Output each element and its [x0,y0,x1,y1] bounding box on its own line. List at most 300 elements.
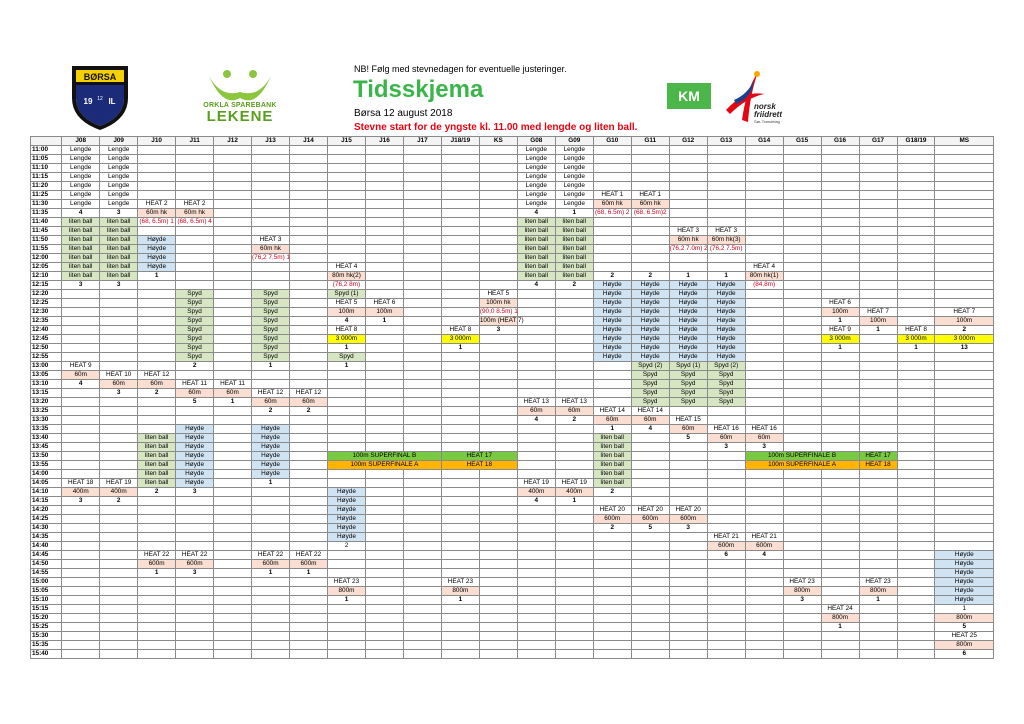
schedule-cell: 3 [100,281,138,290]
empty-cell [517,389,555,398]
time-cell: 13:25 [31,407,62,416]
empty-cell [517,623,555,632]
empty-cell [593,605,631,614]
empty-cell [859,632,897,641]
schedule-row [31,497,994,506]
empty-cell [214,596,252,605]
schedule-row [31,578,994,587]
empty-cell [327,146,365,155]
empty-cell [821,569,859,578]
empty-cell [290,164,328,173]
empty-cell [555,308,593,317]
empty-cell [252,578,290,587]
schedule-cell: liten ball [138,470,176,479]
empty-cell [441,398,479,407]
empty-cell [745,632,783,641]
empty-cell [821,146,859,155]
empty-cell [821,650,859,659]
empty-cell [62,317,100,326]
schedule-cell: 1 [821,317,859,326]
empty-cell [669,146,707,155]
empty-cell [517,632,555,641]
empty-cell [517,344,555,353]
schedule-cell: Spyd [252,326,290,335]
empty-cell [669,254,707,263]
empty-cell [138,524,176,533]
empty-cell [365,326,403,335]
empty-cell [327,182,365,191]
schedule-cell: liten ball [593,443,631,452]
empty-cell [214,641,252,650]
empty-cell [290,614,328,623]
column-header: J11 [176,137,214,146]
empty-cell [62,587,100,596]
time-cell: 13:30 [31,416,62,425]
empty-cell [327,479,365,488]
empty-cell [214,173,252,182]
empty-cell [214,326,252,335]
empty-cell [327,443,365,452]
empty-cell [897,506,935,515]
empty-cell [555,614,593,623]
schedule-row [31,236,994,245]
time-cell: 11:50 [31,236,62,245]
schedule-row [31,434,994,443]
empty-cell [252,272,290,281]
empty-cell [783,335,821,344]
empty-cell [517,443,555,452]
column-header: G12 [669,137,707,146]
empty-cell [479,335,517,344]
empty-cell [479,272,517,281]
schedule-cell: 60m [138,380,176,389]
empty-cell [176,245,214,254]
empty-cell [859,218,897,227]
empty-cell [859,191,897,200]
schedule-cell: Høyde [593,290,631,299]
schedule-cell: 3 000m [935,335,994,344]
empty-cell [897,650,935,659]
norsk-friidrett-logo [724,70,804,130]
nf-line1: norsk [754,102,776,111]
empty-cell [897,443,935,452]
empty-cell [176,587,214,596]
empty-cell [365,173,403,182]
empty-cell [821,578,859,587]
empty-cell [100,326,138,335]
empty-cell [517,335,555,344]
schedule-cell: 2 [593,524,631,533]
empty-cell [214,587,252,596]
empty-cell [517,551,555,560]
empty-cell [821,515,859,524]
empty-cell [783,605,821,614]
empty-cell [290,155,328,164]
schedule-cell: 60m [100,380,138,389]
empty-cell [100,641,138,650]
empty-cell [441,290,479,299]
empty-cell [669,641,707,650]
empty-cell [441,488,479,497]
empty-cell [897,569,935,578]
empty-cell [935,155,994,164]
empty-cell [441,362,479,371]
schedule-cell: 4 [631,425,669,434]
empty-cell [290,191,328,200]
empty-cell [100,317,138,326]
empty-cell [593,533,631,542]
empty-cell [935,362,994,371]
empty-cell [100,452,138,461]
empty-cell [138,353,176,362]
empty-cell [327,650,365,659]
empty-cell [517,578,555,587]
empty-cell [290,452,328,461]
schedule-cell: Spyd [631,389,669,398]
empty-cell [290,353,328,362]
empty-cell [631,641,669,650]
schedule-cell: 1 [669,272,707,281]
empty-cell [441,542,479,551]
schedule-cell: Spyd [176,308,214,317]
empty-cell [138,425,176,434]
empty-cell [290,362,328,371]
lekene-figures-icon [197,68,283,106]
column-header: G11 [631,137,669,146]
empty-cell [327,218,365,227]
empty-cell [290,299,328,308]
empty-cell [441,470,479,479]
empty-cell [365,641,403,650]
schedule-cell: Høyde [176,479,214,488]
column-header: MS [935,137,994,146]
empty-cell [479,578,517,587]
schedule-cell: Lengde [100,164,138,173]
schedule-cell: HEAT 19 [100,479,138,488]
schedule-row [31,407,994,416]
schedule-cell: liten ball [593,452,631,461]
empty-cell [365,614,403,623]
time-cell: 13:20 [31,398,62,407]
schedule-cell: 3 000m [441,335,479,344]
empty-cell [403,326,441,335]
schedule-cell: 2 [138,488,176,497]
empty-cell [327,614,365,623]
empty-cell [555,524,593,533]
schedule-cell: HEAT 23 [859,578,897,587]
schedule-cell: Høyde [631,326,669,335]
schedule-row [31,281,994,290]
empty-cell [290,416,328,425]
schedule-cell: 60m [517,407,555,416]
empty-cell [593,236,631,245]
empty-cell [669,155,707,164]
empty-cell [252,542,290,551]
schedule-row [31,398,994,407]
empty-cell [365,263,403,272]
schedule-cell: liten ball [555,218,593,227]
empty-cell [214,461,252,470]
empty-cell [555,506,593,515]
time-cell: 15:20 [31,614,62,623]
empty-cell [479,524,517,533]
empty-cell [859,407,897,416]
empty-cell [138,362,176,371]
empty-cell [62,533,100,542]
empty-cell [631,614,669,623]
empty-cell [783,353,821,362]
time-cell: 12:15 [31,281,62,290]
schedule-row [31,155,994,164]
empty-cell [821,371,859,380]
empty-cell [707,452,745,461]
empty-cell [555,371,593,380]
schedule-cell: 5 [631,524,669,533]
empty-cell [290,605,328,614]
empty-cell [62,551,100,560]
empty-cell [365,416,403,425]
empty-cell [62,506,100,515]
empty-cell [100,443,138,452]
schedule-cell: HEAT 14 [631,407,669,416]
empty-cell [62,326,100,335]
empty-cell [859,290,897,299]
schedule-cell: HEAT 6 [365,299,403,308]
schedule-cell: 1 [327,344,365,353]
empty-cell [593,155,631,164]
empty-cell [897,623,935,632]
empty-cell [100,416,138,425]
empty-cell [707,641,745,650]
empty-cell [783,470,821,479]
schedule-cell: Høyde [252,443,290,452]
empty-cell [783,371,821,380]
schedule-cell: Høyde [593,317,631,326]
empty-cell [631,569,669,578]
empty-cell [214,272,252,281]
empty-cell [403,344,441,353]
schedule-cell: Høyde [631,317,669,326]
empty-cell [555,650,593,659]
schedule-cell: HEAT 24 [821,605,859,614]
empty-cell [62,407,100,416]
empty-cell [745,335,783,344]
empty-cell [252,605,290,614]
empty-cell [176,407,214,416]
empty-cell [859,542,897,551]
schedule-cell: liten ball [517,218,555,227]
schedule-cell: HEAT 1 [631,191,669,200]
empty-cell [290,182,328,191]
schedule-row [31,479,994,488]
empty-cell [821,200,859,209]
empty-cell [935,398,994,407]
empty-cell [441,407,479,416]
empty-cell [365,200,403,209]
empty-cell [214,497,252,506]
schedule-cell: Høyde [707,299,745,308]
schedule-cell: liten ball [138,479,176,488]
empty-cell [100,623,138,632]
empty-cell [859,164,897,173]
schedule-cell: 1 [214,398,252,407]
schedule-cell: Lengde [100,146,138,155]
empty-cell [517,560,555,569]
empty-cell [62,434,100,443]
schedule-cell: 1 [821,623,859,632]
schedule-cell: 100m [327,308,365,317]
time-cell: 13:45 [31,443,62,452]
schedule-cell: 1 [441,596,479,605]
empty-cell [859,200,897,209]
empty-cell [176,533,214,542]
empty-cell [327,389,365,398]
schedule-cell: HEAT 3 [669,227,707,236]
empty-cell [783,551,821,560]
empty-cell [403,362,441,371]
schedule-cell: 3 [783,596,821,605]
empty-cell [479,353,517,362]
empty-cell [517,614,555,623]
schedule-cell: 80m hk(1) [745,272,783,281]
schedule-cell: 5 [669,434,707,443]
schedule-cell: (68, 6.5m) 4 [177,218,212,225]
schedule-row [31,245,994,254]
empty-cell [707,461,745,470]
schedule-cell: HEAT 17 [441,452,517,461]
empty-cell [517,542,555,551]
empty-cell [783,425,821,434]
schedule-cell: HEAT 14 [593,407,631,416]
empty-cell [403,308,441,317]
empty-cell [935,290,994,299]
empty-cell [62,308,100,317]
empty-cell [897,281,935,290]
empty-cell [138,281,176,290]
empty-cell [935,470,994,479]
empty-cell [327,470,365,479]
empty-cell [631,155,669,164]
schedule-cell: 1 [327,596,365,605]
schedule-cell: Høyde [176,443,214,452]
empty-cell [669,263,707,272]
empty-cell [479,587,517,596]
empty-cell [707,416,745,425]
empty-cell [935,533,994,542]
column-header: J09 [100,137,138,146]
schedule-cell: 2 [252,407,290,416]
empty-cell [252,416,290,425]
schedule-cell: Høyde [593,353,631,362]
empty-cell [365,596,403,605]
schedule-cell: Høyde [669,344,707,353]
schedule-cell: liten ball [517,263,555,272]
empty-cell [214,560,252,569]
empty-cell [327,191,365,200]
empty-cell [783,362,821,371]
schedule-cell: 4 [327,317,365,326]
empty-cell [327,632,365,641]
empty-cell [821,209,859,218]
empty-cell [669,605,707,614]
empty-cell [555,434,593,443]
nf-line3: Sør-Trøndelag [754,119,780,124]
empty-cell [859,434,897,443]
empty-cell [403,569,441,578]
schedule-cell: HEAT 7 [935,308,994,317]
empty-cell [138,146,176,155]
empty-cell [479,218,517,227]
empty-cell [290,461,328,470]
schedule-cell: HEAT 6 [821,299,859,308]
empty-cell [707,470,745,479]
empty-cell [555,389,593,398]
empty-cell [290,200,328,209]
schedule-row [31,452,994,461]
empty-cell [100,353,138,362]
empty-cell [783,488,821,497]
column-header: G16 [821,137,859,146]
schedule-cell: HEAT 3 [707,227,745,236]
schedule-header-row [31,137,994,146]
schedule-row [31,569,994,578]
empty-cell [897,605,935,614]
empty-cell [441,272,479,281]
empty-cell [176,254,214,263]
empty-cell [176,641,214,650]
empty-cell [935,506,994,515]
empty-cell [365,488,403,497]
empty-cell [631,227,669,236]
empty-cell [555,425,593,434]
empty-cell [555,641,593,650]
empty-cell [593,389,631,398]
schedule-cell: HEAT 25 [935,632,994,641]
empty-cell [214,236,252,245]
schedule-cell: liten ball [138,443,176,452]
empty-cell [745,596,783,605]
empty-cell [821,416,859,425]
schedule-cell: 600m [631,515,669,524]
schedule-cell: Høyde [707,317,745,326]
schedule-cell: Høyde [176,461,214,470]
schedule-cell: 1 [365,317,403,326]
empty-cell [935,380,994,389]
empty-cell [707,515,745,524]
schedule-cell: 600m [138,560,176,569]
column-header: G10 [593,137,631,146]
schedule-row [31,632,994,641]
empty-cell [897,533,935,542]
empty-cell [62,335,100,344]
empty-cell [479,164,517,173]
schedule-cell: Spyd [327,353,365,362]
empty-cell [859,650,897,659]
empty-cell [365,218,403,227]
schedule-cell: 1 [935,605,994,614]
empty-cell [631,452,669,461]
empty-cell [935,452,994,461]
empty-cell [365,389,403,398]
empty-cell [403,533,441,542]
empty-cell [290,542,328,551]
time-cell: 14:25 [31,515,62,524]
schedule-cell: Lengde [555,200,593,209]
empty-cell [745,569,783,578]
schedule-cell: 600m [290,560,328,569]
empty-cell [327,380,365,389]
empty-cell [479,506,517,515]
